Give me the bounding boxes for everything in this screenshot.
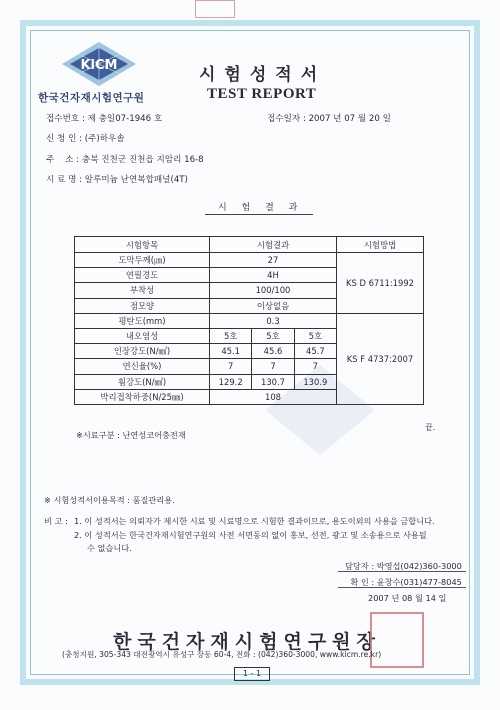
usage-purpose: ※ 시험성적서이용목적 : 품질관리용. — [44, 495, 175, 505]
receipt-date-label: 접수일자 : — [267, 114, 306, 124]
table-row — [75, 253, 424, 268]
results-section-title: 시 험 결 과 — [218, 203, 304, 213]
row-value-1: 5호 — [210, 328, 252, 343]
row-item: 내오염성 — [75, 328, 210, 343]
issue-date: 2007 년 08 월 14 일 — [368, 593, 447, 603]
contact-divider — [338, 587, 466, 588]
row-result: 0.3 — [210, 313, 337, 328]
row-item: 휨강도(N/㎟) — [75, 374, 210, 389]
row-value-3: 45.7 — [294, 344, 336, 359]
row-result: 27 — [210, 253, 337, 268]
row-item: 평탄도(mm) — [75, 313, 210, 328]
title-korean: 시험성적서 — [199, 65, 327, 85]
logo-text: KiCM — [80, 58, 118, 73]
row-value-3: 5호 — [294, 328, 336, 343]
row-result: 100/100 — [210, 283, 337, 298]
header-item: 시험항목 — [75, 237, 210, 253]
note-2: 2. 이 성적서는 한국건자재시험연구원의 사전 서면동의 없이 홍보, 선전, 광고 및 소송용으로 사용될 — [74, 530, 427, 540]
row-value-2: 130.7 — [252, 374, 294, 389]
table-row — [75, 313, 424, 328]
receipt-number-label: 접수번호 : — [46, 114, 85, 124]
row-value-2: 7 — [252, 359, 294, 374]
row-item: 박리접착하중(N/25㎜) — [75, 389, 210, 404]
kicm-logo-icon — [58, 40, 140, 88]
row-item: 점모양 — [75, 298, 210, 313]
title-english: TEST REPORT — [207, 86, 317, 102]
row-value-3: 130.9 — [294, 374, 336, 389]
row-value-3: 7 — [294, 359, 336, 374]
row-item: 연필경도 — [75, 268, 210, 283]
row-value-2: 5호 — [252, 328, 294, 343]
issuer-name: 한국건자재시험연구원장 — [113, 631, 381, 653]
test-method-2: KS F 4737:2007 — [337, 313, 424, 404]
row-item: 도막두께(㎛) — [75, 253, 210, 268]
row-value-1: 45.1 — [210, 344, 252, 359]
issuer-address: (충청지원, 305-343 대전광역시 유성구 장동 60-4, 전화 : (042)360-3000, www.kicm.re.kr) — [62, 650, 382, 659]
header-method: 시험방법 — [337, 237, 424, 253]
sample-label: 시 료 명 : — [46, 175, 82, 185]
note-2-continued: 수 없습니다. — [87, 543, 132, 553]
row-item: 인장강도(N/㎟) — [75, 344, 210, 359]
page-number: 1 - 1 — [234, 667, 270, 681]
end-mark: 끝. — [425, 423, 436, 432]
receipt-number-row — [46, 112, 162, 124]
contact-checker: 확 인 : 윤창수(031)477-8045 — [350, 577, 462, 587]
row-value-1: 7 — [210, 359, 252, 374]
results-table — [74, 236, 424, 405]
contact-block — [345, 558, 462, 590]
sample-value: 알루미늄 난연복합패널(4T) — [84, 175, 188, 185]
row-item: 연신율(%) — [75, 359, 210, 374]
row-item: 부착성 — [75, 283, 210, 298]
test-method-1: KS D 6711:1992 — [337, 253, 424, 314]
applicant-row — [46, 132, 125, 144]
address-label: 주 소 : — [46, 155, 80, 165]
address-row — [46, 153, 204, 165]
applicant-label: 신 청 인 : — [46, 134, 82, 144]
corner-stamp — [195, 0, 235, 18]
section-underline — [205, 214, 313, 215]
receipt-date-value: 2007 년 07 월 20 일 — [308, 114, 391, 124]
contact-person: 담당자 : 박영섭(042)360-3000 — [345, 561, 462, 571]
row-value-1: 129.2 — [210, 374, 252, 389]
organization-name: 한국건자재시험연구원 — [38, 92, 145, 104]
header-result: 시험결과 — [210, 237, 337, 253]
row-result: 4H — [210, 268, 337, 283]
address-value: 충북 진천군 진천읍 지암리 16-8 — [81, 155, 204, 165]
contact-divider — [338, 571, 466, 572]
receipt-number-value: 제 충일07-1946 호 — [87, 114, 163, 124]
row-result: 108 — [210, 389, 337, 404]
sample-row — [46, 173, 188, 185]
receipt-date-row — [267, 112, 391, 124]
applicant-value: (주)하우솔 — [84, 134, 125, 144]
note-1: 1. 이 성적서는 의뢰자가 제시한 시료 및 시료명으로 시험한 결과이므로, 용도이외의 사용을 금합니다. — [74, 516, 435, 526]
sample-note: ※시료구분 : 난연성코어충전재 — [76, 430, 186, 440]
table-header-row — [75, 237, 424, 253]
row-result: 이상없음 — [210, 298, 337, 313]
row-value-2: 45.6 — [252, 344, 294, 359]
note-label: 비 고 : — [44, 516, 68, 526]
